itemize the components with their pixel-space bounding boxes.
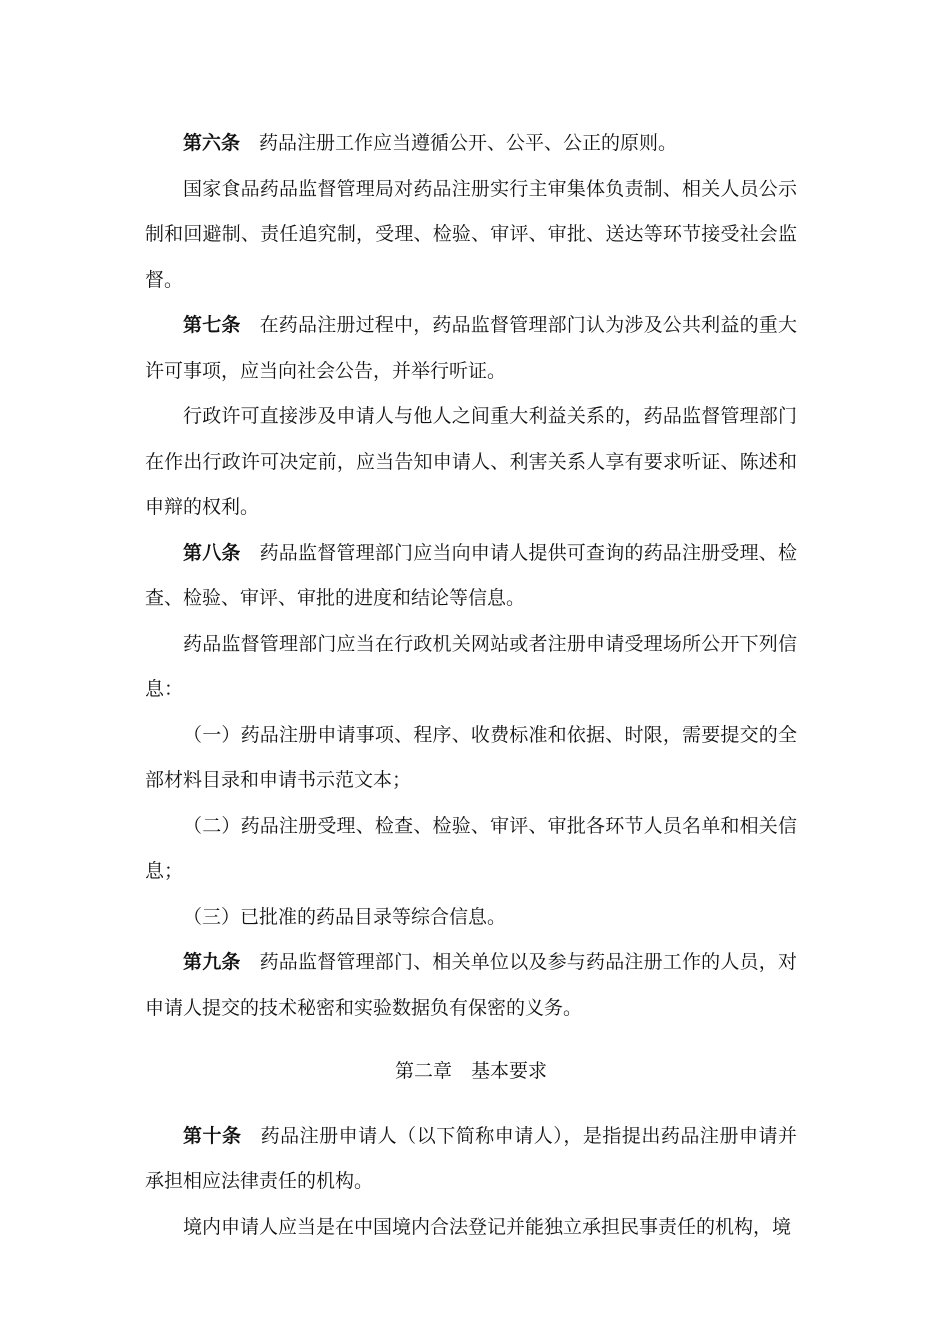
paragraph-text: 境内申请人应当是在中国境内合法登记并能独立承担民事责任的机构，境 xyxy=(183,1215,792,1238)
paragraph xyxy=(145,394,797,531)
list-item xyxy=(145,804,797,895)
article-label: 第六条 xyxy=(183,132,241,154)
article-9 xyxy=(145,940,797,1031)
chapter-title: 基本要求 xyxy=(471,1060,548,1082)
article-label: 第八条 xyxy=(183,541,241,564)
list-item xyxy=(145,895,797,941)
article-7 xyxy=(145,303,797,394)
article-label: 第七条 xyxy=(183,314,241,336)
article-label: 第十条 xyxy=(183,1124,242,1147)
article-text: 药品注册工作应当遵循公开、公平、公正的原则。 xyxy=(259,132,678,154)
paragraph-text: 行政许可直接涉及申请人与他人之间重大利益关系的，药品监督管理部门在作出行政许可决定前，应当告知申请人、利害关系人享有要求听证、陈述和申辩的权利。 xyxy=(145,405,797,518)
document-body xyxy=(145,121,797,1250)
list-item-text: （三）已批准的药品目录等综合信息。 xyxy=(183,905,507,928)
article-8 xyxy=(145,531,797,622)
chapter-heading xyxy=(145,1049,797,1095)
list-item-text: （二）药品注册受理、检查、检验、审评、审批各环节人员名单和相关信息； xyxy=(145,814,797,882)
list-item-text: （一）药品注册申请事项、程序、收费标准和依据、时限，需要提交的全部材料目录和申请书示范文本； xyxy=(145,723,797,791)
paragraph-text: 国家食品药品监督管理局对药品注册实行主审集体负责制、相关人员公示制和回避制、责任追究制，受理、检验、审评、审批、送达等环节接受社会监督。 xyxy=(145,177,797,291)
paragraph xyxy=(145,1205,797,1251)
list-item xyxy=(145,713,797,804)
chapter-number: 第二章 xyxy=(394,1060,452,1082)
article-10 xyxy=(145,1114,797,1205)
article-6 xyxy=(145,121,797,167)
article-text: 在药品注册过程中，药品监督管理部门认为涉及公共利益的重大许可事项，应当向社会公告，并举行听证。 xyxy=(145,314,797,382)
article-text: 药品注册申请人（以下简称申请人），是指提出药品注册申请并承担相应法律责任的机构。 xyxy=(145,1124,797,1192)
article-text: 药品监督管理部门应当向申请人提供可查询的药品注册受理、检查、检验、审评、审批的进度和结论等信息。 xyxy=(145,541,797,609)
paragraph xyxy=(145,167,797,304)
paragraph-text: 药品监督管理部门应当在行政机关网站或者注册申请受理场所公开下列信息： xyxy=(145,632,797,700)
paragraph xyxy=(145,622,797,713)
article-label: 第九条 xyxy=(183,951,241,973)
article-text: 药品监督管理部门、相关单位以及参与药品注册工作的人员，对申请人提交的技术秘密和实验数据负有保密的义务。 xyxy=(145,951,797,1019)
